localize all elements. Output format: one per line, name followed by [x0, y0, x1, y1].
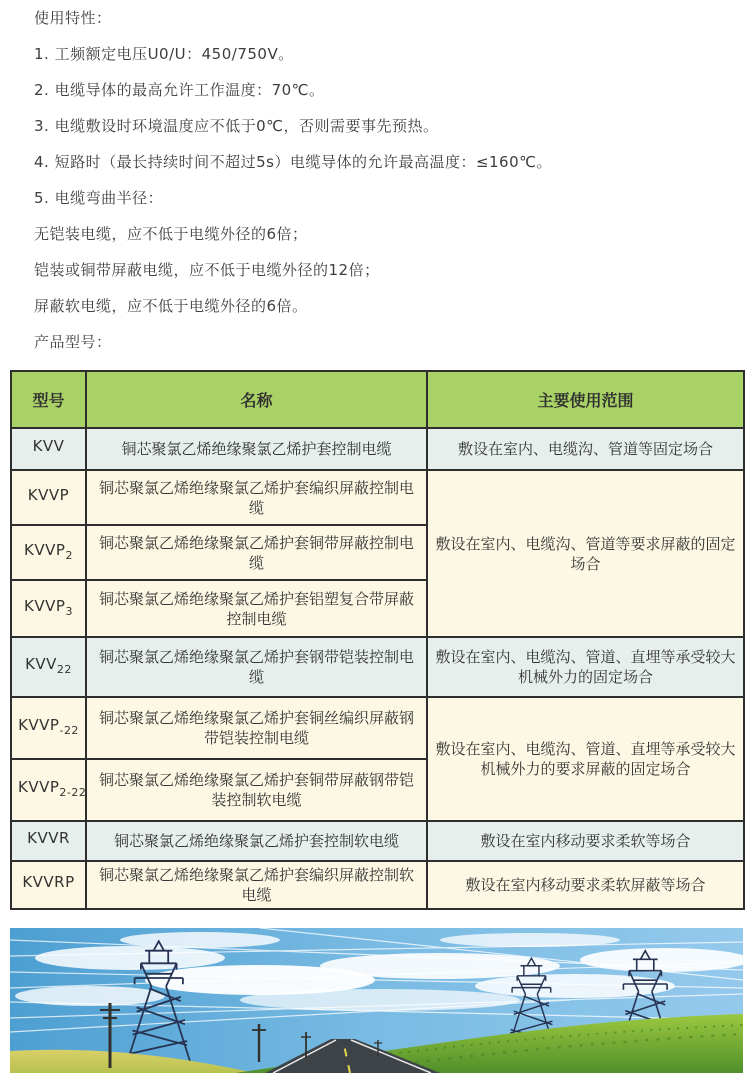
- table-row: [11, 470, 744, 525]
- table-row: [11, 637, 744, 697]
- model-base: KVV: [25, 655, 57, 673]
- table-row: [11, 861, 744, 909]
- table-header-row: [11, 371, 744, 428]
- model-cell: [11, 821, 86, 861]
- product-model-label: 产品型号：: [34, 333, 112, 351]
- header-model: 型号: [11, 371, 86, 428]
- table-row: [11, 821, 744, 861]
- usage-item-2: 2. 电缆导体的最高允许工作温度：70℃。: [34, 81, 325, 99]
- name-cell: 铜芯聚氯乙烯绝缘聚氯乙烯护套控制电缆: [86, 428, 427, 470]
- model-sub: 2: [65, 548, 73, 562]
- section-title-usage: 使用特性：: [34, 9, 112, 27]
- model-cell: [11, 697, 86, 759]
- model-sub: -22: [59, 724, 79, 737]
- transmission-towers-scene: [10, 928, 743, 1073]
- model-base: KVV: [32, 437, 65, 455]
- model-sub: 22: [56, 663, 72, 676]
- model-sub: 3: [65, 604, 73, 618]
- model-cell: [11, 470, 86, 525]
- bend-radius-note-3: 屏蔽软电缆，应不低于电缆外径的6倍。: [34, 297, 308, 315]
- model-cell: [11, 525, 86, 580]
- model-base: KVVRP: [22, 873, 75, 891]
- model-cell: [11, 759, 86, 821]
- model-cell: [11, 861, 86, 909]
- range-cell: 敷设在室内移动要求柔软等场合: [427, 821, 744, 861]
- model-base: KVVP: [24, 540, 66, 559]
- table-row: [11, 428, 744, 470]
- range-cell: 敷设在室内、电缆沟、管道等固定场合: [427, 428, 744, 470]
- model-cell: [11, 428, 86, 470]
- header-name: 名称: [86, 371, 427, 428]
- name-cell: 铜芯聚氯乙烯绝缘聚氯乙烯护套钢带铠装控制电缆: [86, 637, 427, 697]
- product-model-table: [10, 370, 745, 910]
- model-base: KVVP: [18, 716, 60, 734]
- model-base: KVVP: [24, 596, 66, 615]
- name-cell: 铜芯聚氯乙烯绝缘聚氯乙烯护套编织屏蔽控制软电缆: [86, 861, 427, 909]
- name-cell: 铜芯聚氯乙烯绝缘聚氯乙烯护套铝塑复合带屏蔽控制电缆: [86, 580, 427, 637]
- name-cell: 铜芯聚氯乙烯绝缘聚氯乙烯护套编织屏蔽控制电缆: [86, 470, 427, 525]
- header-range: 主要使用范围: [427, 371, 744, 428]
- usage-item-3: 3. 电缆敷设时环境温度应不低于0℃，否则需要事先预热。: [34, 117, 439, 135]
- name-cell: 铜芯聚氯乙烯绝缘聚氯乙烯护套控制软电缆: [86, 821, 427, 861]
- usage-item-1: 1. 工频额定电压U0/U：450/750V。: [34, 45, 294, 63]
- range-cell: 敷设在室内、电缆沟、管道、直埋等承受较大机械外力的固定场合: [427, 637, 744, 697]
- usage-item-5: 5. 电缆弯曲半径：: [34, 189, 164, 207]
- name-cell: 铜芯聚氯乙烯绝缘聚氯乙烯护套铜带屏蔽控制电缆: [86, 525, 427, 580]
- usage-characteristics-section: [10, 10, 743, 350]
- range-cell: 敷设在室内移动要求柔软屏蔽等场合: [427, 861, 744, 909]
- bend-radius-note-2: 铠装或铜带屏蔽电缆，应不低于电缆外径的12倍；: [34, 261, 380, 279]
- range-cell-merged: 敷设在室内、电缆沟、管道等要求屏蔽的固定场合: [427, 470, 744, 637]
- model-sub: 2-22: [59, 786, 87, 799]
- name-cell: 铜芯聚氯乙烯绝缘聚氯乙烯护套铜丝编织屏蔽钢带铠装控制电缆: [86, 697, 427, 759]
- model-cell: [11, 637, 86, 697]
- model-base: KVVP: [18, 778, 60, 796]
- name-cell: 铜芯聚氯乙烯绝缘聚氯乙烯护套铜带屏蔽钢带铠装控制软电缆: [86, 759, 427, 821]
- usage-item-4: 4. 短路时（最长持续时间不超过5s）电缆导体的允许最高温度：≤160℃。: [34, 153, 552, 171]
- model-base: KVVR: [27, 829, 70, 847]
- range-cell-merged: 敷设在室内、电缆沟、管道、直埋等承受较大机械外力的要求屏蔽的固定场合: [427, 697, 744, 821]
- model-base: KVVP: [27, 485, 70, 504]
- bend-radius-note-1: 无铠装电缆，应不低于电缆外径的6倍；: [34, 225, 308, 243]
- model-cell: [11, 580, 86, 637]
- table-row: [11, 697, 744, 759]
- landscape-photo: [10, 928, 743, 1073]
